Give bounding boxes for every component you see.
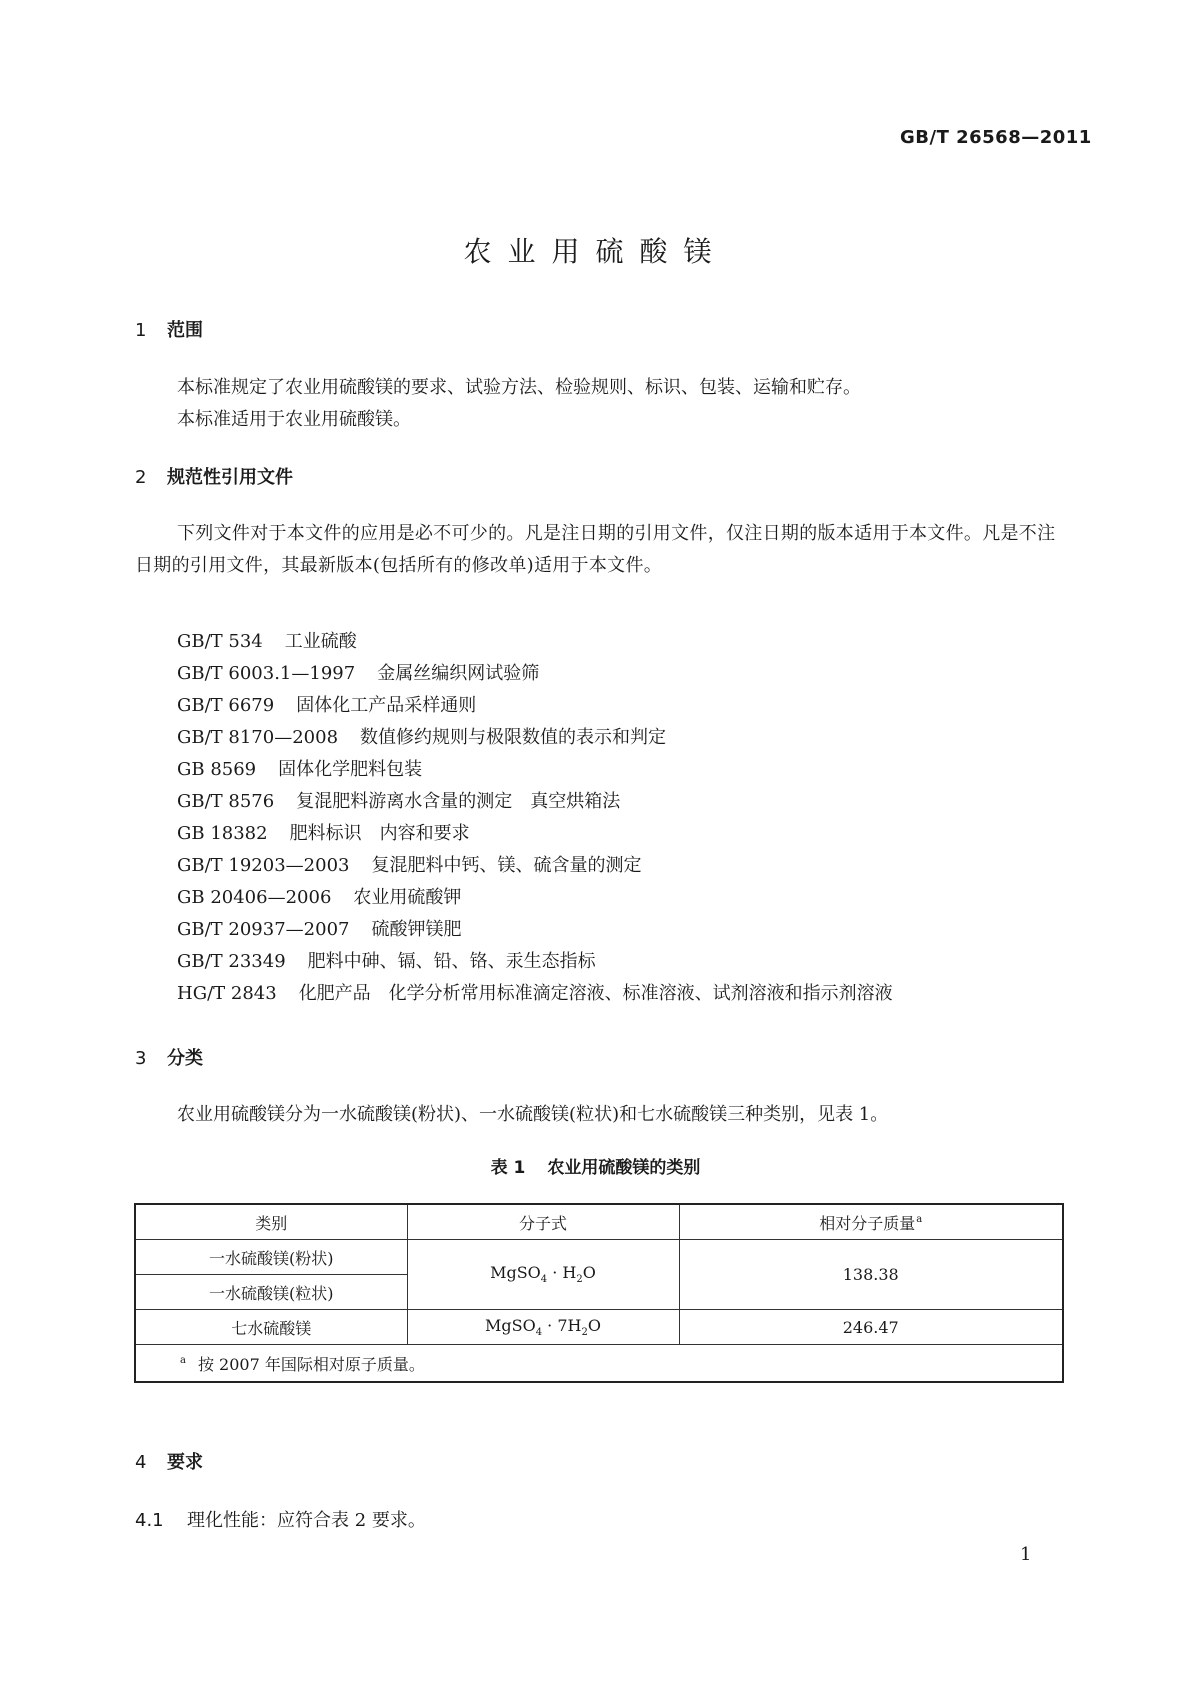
reference-item (177, 818, 893, 850)
formula-subscript: 2 (576, 1274, 583, 1286)
reference-code: GB 8569 (177, 759, 257, 780)
reference-item (177, 882, 893, 914)
page-number: 1 (1020, 1544, 1032, 1565)
section-title: 要求 (167, 1452, 203, 1473)
header-mass-label: 相对分子质量 (819, 1213, 916, 1233)
section-number: 4 (135, 1452, 147, 1473)
reference-item (177, 754, 893, 786)
formula-part: O (587, 1315, 601, 1335)
reference-title: 金属丝编织网试验筛 (377, 663, 540, 684)
table-1-caption (0, 1153, 1191, 1178)
section-number: 1 (135, 320, 147, 341)
table-caption-number: 表 1 (490, 1158, 526, 1178)
reference-code: GB/T 20937—2007 (177, 919, 350, 940)
document-title: 农业用硫酸镁 (463, 235, 728, 268)
reference-title: 复混肥料游离水含量的测定 真空烘箱法 (296, 791, 621, 812)
reference-item (177, 658, 893, 690)
section-title: 范围 (167, 320, 203, 341)
footnote-marker: a (916, 1214, 923, 1226)
table-row (135, 1310, 1063, 1345)
reference-code: GB/T 8576 (177, 791, 275, 812)
reference-code: GB/T 19203—2003 (177, 855, 350, 876)
reference-item (177, 690, 893, 722)
reference-item (177, 786, 893, 818)
cell-mass: 246.47 (679, 1310, 1063, 1345)
section-1-heading (135, 316, 203, 342)
table-1 (134, 1203, 1064, 1383)
section-3-para: 农业用硫酸镁分为一水硫酸镁(粉状)、一水硫酸镁(粒状)和七水硫酸镁三种类别，见表 1。 (177, 1104, 889, 1125)
cell-category: 七水硫酸镁 (135, 1310, 407, 1345)
reference-title: 肥料中砷、镉、铅、铬、汞生态指标 (307, 951, 596, 972)
reference-code: HG/T 2843 (177, 983, 277, 1004)
section-4-heading (135, 1448, 203, 1474)
formula-part: · 7H (542, 1315, 582, 1335)
cell-formula (407, 1240, 679, 1310)
reference-item (177, 722, 893, 754)
formula-part: · H (547, 1263, 577, 1283)
reference-title: 农业用硫酸钾 (353, 887, 462, 908)
reference-code: GB/T 23349 (177, 951, 286, 972)
section-title: 分类 (167, 1048, 203, 1069)
formula-part: MgSO (485, 1315, 536, 1335)
subsection-number: 4.1 (135, 1510, 164, 1531)
header-formula: 分子式 (407, 1204, 679, 1240)
table-footnote (135, 1345, 1063, 1383)
cell-category: 一水硫酸镁(粒状) (135, 1275, 407, 1310)
reference-code: GB/T 6679 (177, 695, 275, 716)
reference-list (177, 626, 893, 1010)
reference-title: 固体化工产品采样通则 (296, 695, 477, 716)
subsection-4-1 (135, 1505, 426, 1537)
reference-item (177, 914, 893, 946)
section-title: 规范性引用文件 (167, 467, 293, 488)
section-number: 3 (135, 1048, 147, 1069)
table-footnote-row (135, 1345, 1063, 1383)
formula-subscript: 4 (535, 1327, 543, 1339)
table-header-row (135, 1204, 1063, 1240)
reference-title: 肥料标识 内容和要求 (289, 823, 470, 844)
section-3-heading (135, 1044, 203, 1070)
reference-title: 工业硫酸 (284, 631, 357, 652)
cell-mass: 138.38 (679, 1240, 1063, 1310)
formula-part: MgSO (490, 1263, 541, 1283)
reference-item (177, 626, 893, 658)
reference-code: GB/T 8170—2008 (177, 727, 339, 748)
cell-category: 一水硫酸镁(粉状) (135, 1240, 407, 1275)
reference-item (177, 978, 893, 1010)
section-1-para-1: 本标准规定了农业用硫酸镁的要求、试验方法、检验规则、标识、包装、运输和贮存。 (177, 377, 861, 398)
reference-code: GB/T 534 (177, 631, 263, 652)
formula-part: O (582, 1263, 596, 1283)
reference-code: GB 20406—2006 (177, 887, 332, 908)
section-2-intro: 下列文件对于本文件的应用是必不可少的。凡是注日期的引用文件，仅注日期的版本适用于本文件。凡是不注日期的引用文件，其最新版本(包括所有的修改单)适用于本文件。 (135, 523, 1056, 576)
footnote-text: 按 2007 年国际相对原子质量。 (197, 1354, 425, 1374)
reference-title: 硫酸钾镁肥 (371, 919, 462, 940)
section-number: 2 (135, 467, 147, 488)
section-2-heading (135, 463, 293, 489)
cell-formula (407, 1310, 679, 1345)
standard-code: GB/T 26568—2011 (900, 127, 1092, 148)
reference-title: 固体化学肥料包装 (278, 759, 423, 780)
reference-code: GB 18382 (177, 823, 268, 844)
reference-item (177, 850, 893, 882)
reference-title: 化肥产品 化学分析常用标准滴定溶液、标准溶液、试剂溶液和指示剂溶液 (298, 983, 893, 1004)
formula-subscript: 4 (540, 1274, 548, 1286)
table-row (135, 1240, 1063, 1275)
subsection-text: 理化性能：应符合表 2 要求。 (187, 1510, 426, 1531)
reference-item (177, 946, 893, 978)
footnote-marker: a (180, 1355, 186, 1367)
table-caption-title: 农业用硫酸镁的类别 (547, 1158, 701, 1178)
header-category: 类别 (135, 1204, 407, 1240)
formula-subscript: 2 (581, 1327, 588, 1339)
section-1-para-2: 本标准适用于农业用硫酸镁。 (177, 409, 411, 430)
reference-code: GB/T 6003.1—1997 (177, 663, 356, 684)
reference-title: 复混肥料中钙、镁、硫含量的测定 (371, 855, 642, 876)
header-mass (679, 1204, 1063, 1240)
reference-title: 数值修约规则与极限数值的表示和判定 (360, 727, 667, 748)
